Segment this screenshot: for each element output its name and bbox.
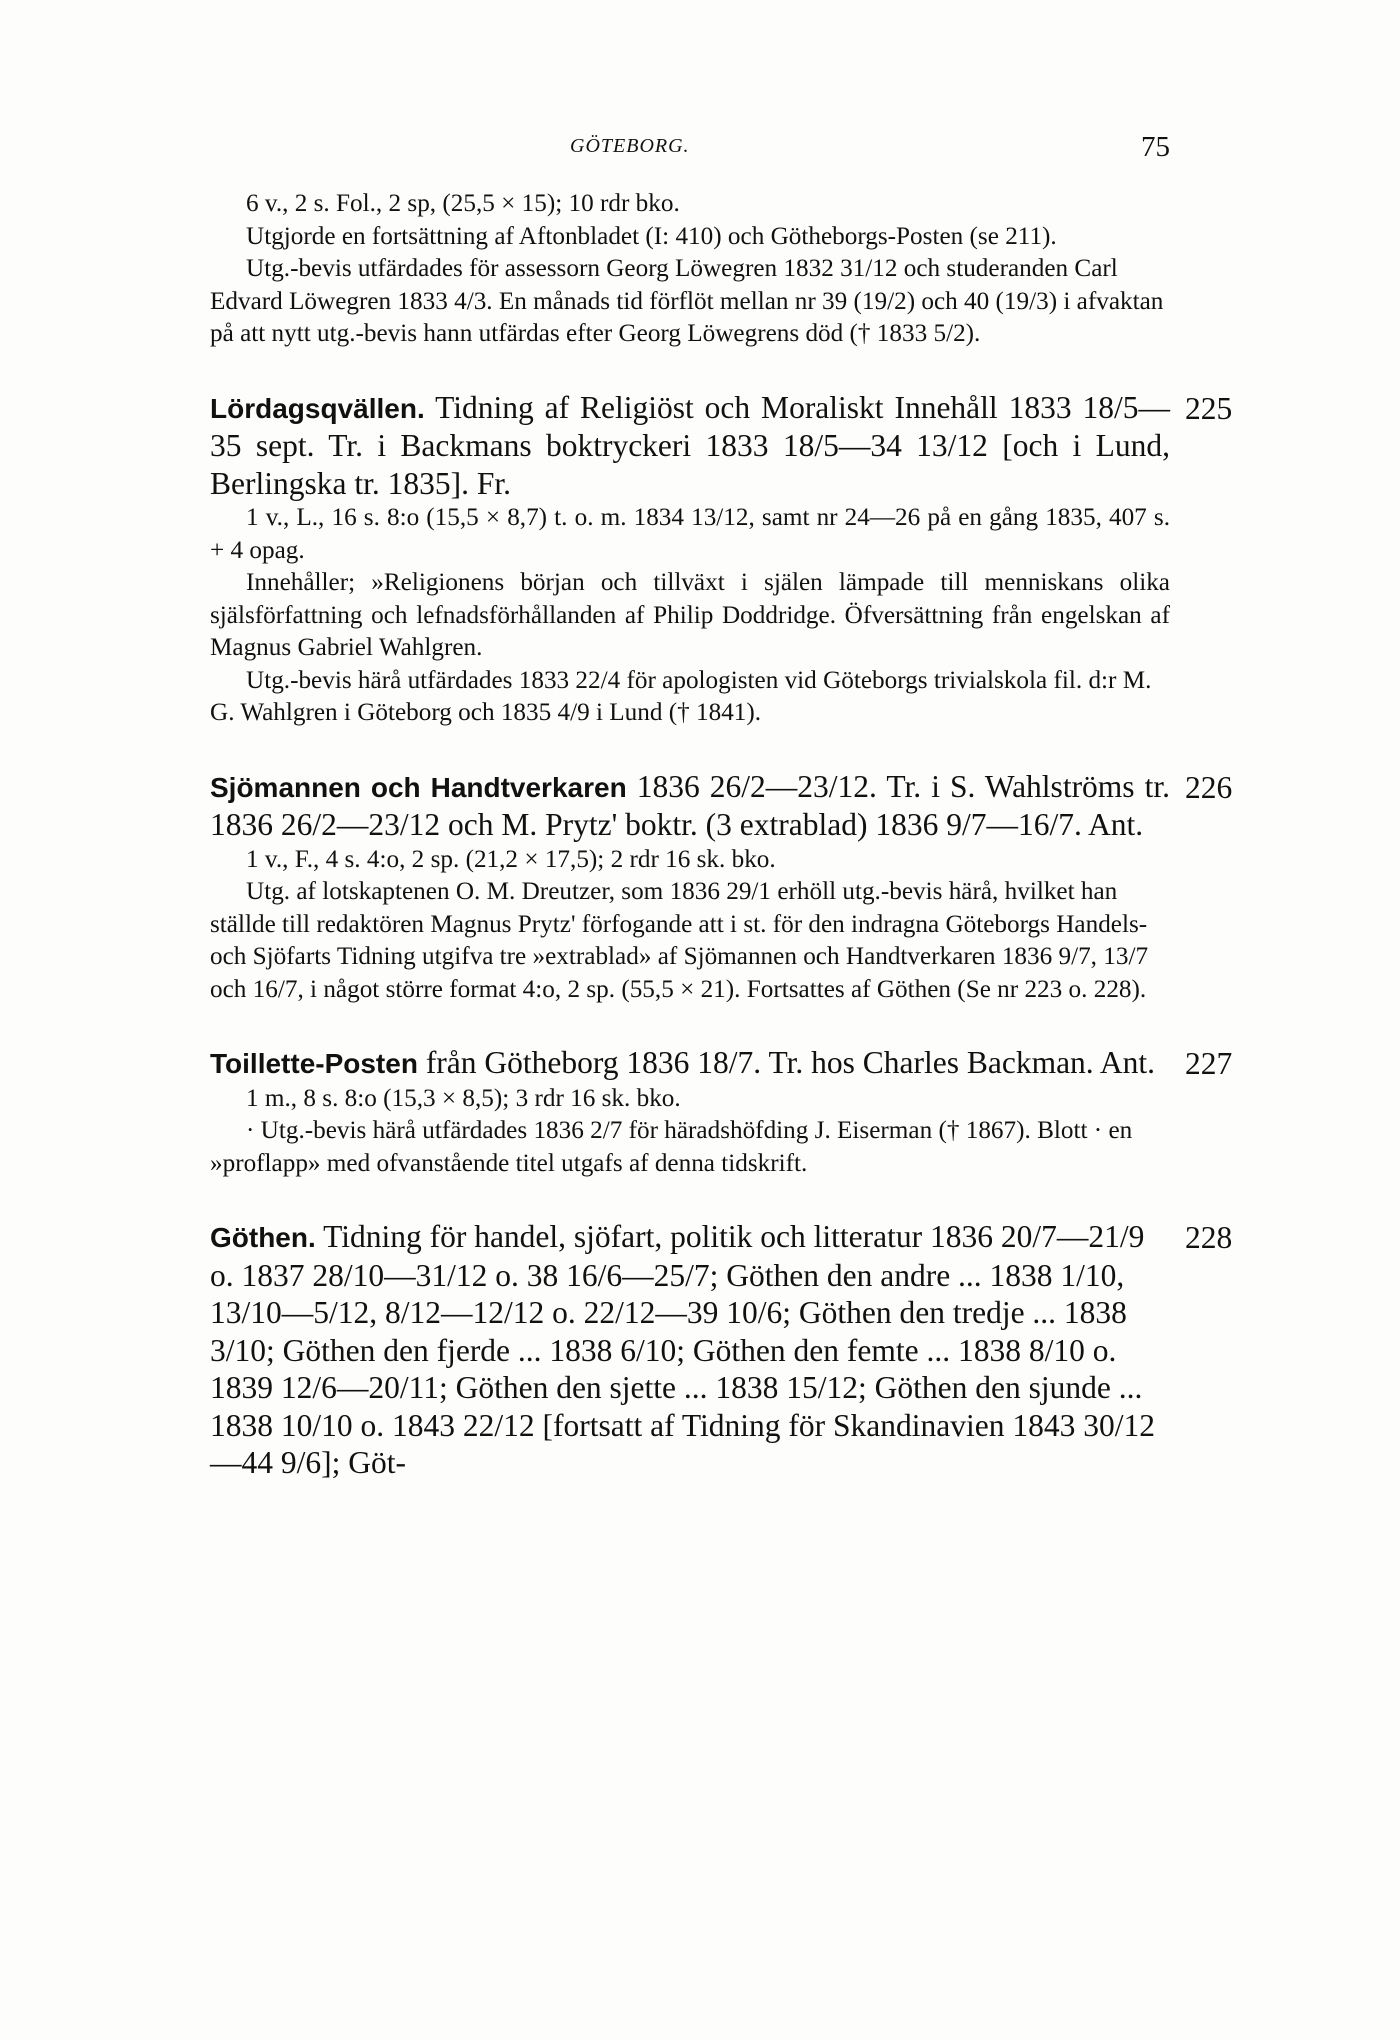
entry-title: Sjömannen och Handtverkaren xyxy=(210,771,627,803)
entry-heading-text: Tidning för handel, sjöfart, politik och litteratur 1836 20/7—21/9 o. 1837 28/10—31/12 o. 38 16/6—25/7; Göthen den andre ... 1838 1/10, 13/10—5/12, 8/12—12/12 o. 22/12—39 10/6; Göthen den tredje ... 1838 3/10; Göthen den fjerde ... 1838 6/10; Göthen den femte ... 1838 8/10 o. 1839 12/6—20/11; Göthen den sjette ... 1838 15/12; Göthen den sjunde ... 1838 10/10 o. 1843 22/12 [fortsatt af Tidning för Skandinavien 1843 30/12—44 9/6]; Göt- xyxy=(210,1219,1155,1480)
entry-heading-text: från Götheborg 1836 18/7. Tr. hos Charles Backman. Ant. xyxy=(425,1045,1155,1080)
page-content xyxy=(210,188,1233,1482)
entry-title: Lördagsqvällen. xyxy=(210,392,425,424)
entry-heading xyxy=(210,1044,1170,1083)
entry-number: 227 xyxy=(1185,1046,1233,1081)
entry-detail: Utg.-bevis härå utfärdades 1833 22/4 för apologisten vid Göteborgs trivialskola fil. d:r M. G. Wahlgren i Göteborg och 1835 4/9 i Lund († 1841). xyxy=(210,666,1152,726)
entry-number: 228 xyxy=(1185,1220,1233,1255)
running-title: GÖTEBORG. xyxy=(570,135,690,157)
entry-detail: 1 m., 8 s. 8:o (15,3 × 8,5); 3 rdr 16 sk. bko. xyxy=(246,1084,681,1112)
entry-title: Göthen. xyxy=(210,1222,316,1253)
intro-block xyxy=(210,188,1170,351)
entry-heading-text: Tidning af Religiöst och Moraliskt Innehåll 1833 18/5—35 sept. Tr. i Backmans boktryckeri 1833 18/5—34 13/12 [och i Lund, Berlingska tr. 1835]. Fr. xyxy=(210,389,1170,501)
entry-detail: · Utg.-bevis härå utfärdades 1836 2/7 för häradshöfding J. Eiserman († 1867). Blott · en »proflapp» med ofvanstående titel utgafs af denna tidskrift. xyxy=(210,1117,1133,1177)
entry-detail: Utg. af lotskaptenen O. M. Dreutzer, som 1836 29/1 erhöll utg.-bevis härå, hvilket han ställde till redaktören Magnus Prytz' förfogande att i st. för den indragna Göteborgs Handels- och Sjöfarts Tidning utgifva tre »extrablad» af Sjömannen och Handtverkaren 1836 9/7, 13/7 och 16/7, i något större format 4:o, 2 sp. (55,5 × 21). Fortsattes af Göthen (Se nr 223 o. 228). xyxy=(210,878,1149,1003)
entry-heading xyxy=(210,1218,1170,1482)
entry-heading xyxy=(210,389,1170,503)
intro-line: Utgjorde en fortsättning af Aftonbladet (I: 410) och Götheborgs-Posten (se 211). xyxy=(246,222,1057,250)
entry-details xyxy=(210,844,1170,1007)
entry-title: Toillette-Posten xyxy=(210,1048,418,1079)
intro-line: Utg.-bevis utfärdades för assessorn Georg Löwegren 1832 31/12 och studeranden Carl Edvard Löwegren 1833 4/3. En månads tid förflöt mellan nr 39 (19/2) och 40 (19/3) i afvaktan på att nytt utg.-bevis hann utfärdas efter Georg Löwegrens död († 1833 5/2). xyxy=(210,255,1164,347)
entry-detail: 1 v., F., 4 s. 4:o, 2 sp. (21,2 × 17,5); 2 rdr 16 sk. bko. xyxy=(246,845,776,873)
entry-detail: 1 v., L., 16 s. 8:o (15,5 × 8,7) t. o. m. 1834 13/12, samt nr 24—26 på en gång 1835, 407 s. + 4 opag. xyxy=(210,504,1170,564)
intro-line: 6 v., 2 s. Fol., 2 sp, (25,5 × 15); 10 rdr bko. xyxy=(246,190,680,217)
entry-number: 226 xyxy=(1185,769,1233,805)
entry-heading-text: 1836 26/2—23/12. Tr. i S. Wahlströms tr. 1836 26/2—23/12 och M. Prytz' boktr. (3 extrablad) 1836 9/7—16/7. Ant. xyxy=(210,768,1170,842)
entry-details xyxy=(210,502,1170,730)
catalog-entry xyxy=(210,768,1233,1007)
catalog-entry xyxy=(210,1044,1233,1180)
entry-number: 225 xyxy=(1185,390,1233,426)
catalog-entry xyxy=(210,389,1233,730)
page-number: 75 xyxy=(1141,131,1170,163)
entry-detail: Innehåller; »Religionens början och tillväxt i själen lämpade till menniskans olika själsförfattning och lefnadsförhållanden af Philip Doddridge. Öfversättning från engelskan af Magnus Gabriel Wahlgren. xyxy=(210,569,1170,661)
entry-heading xyxy=(210,768,1170,844)
page-header xyxy=(210,131,1170,175)
catalog-entry xyxy=(210,1218,1233,1482)
entry-details xyxy=(210,1083,1170,1181)
